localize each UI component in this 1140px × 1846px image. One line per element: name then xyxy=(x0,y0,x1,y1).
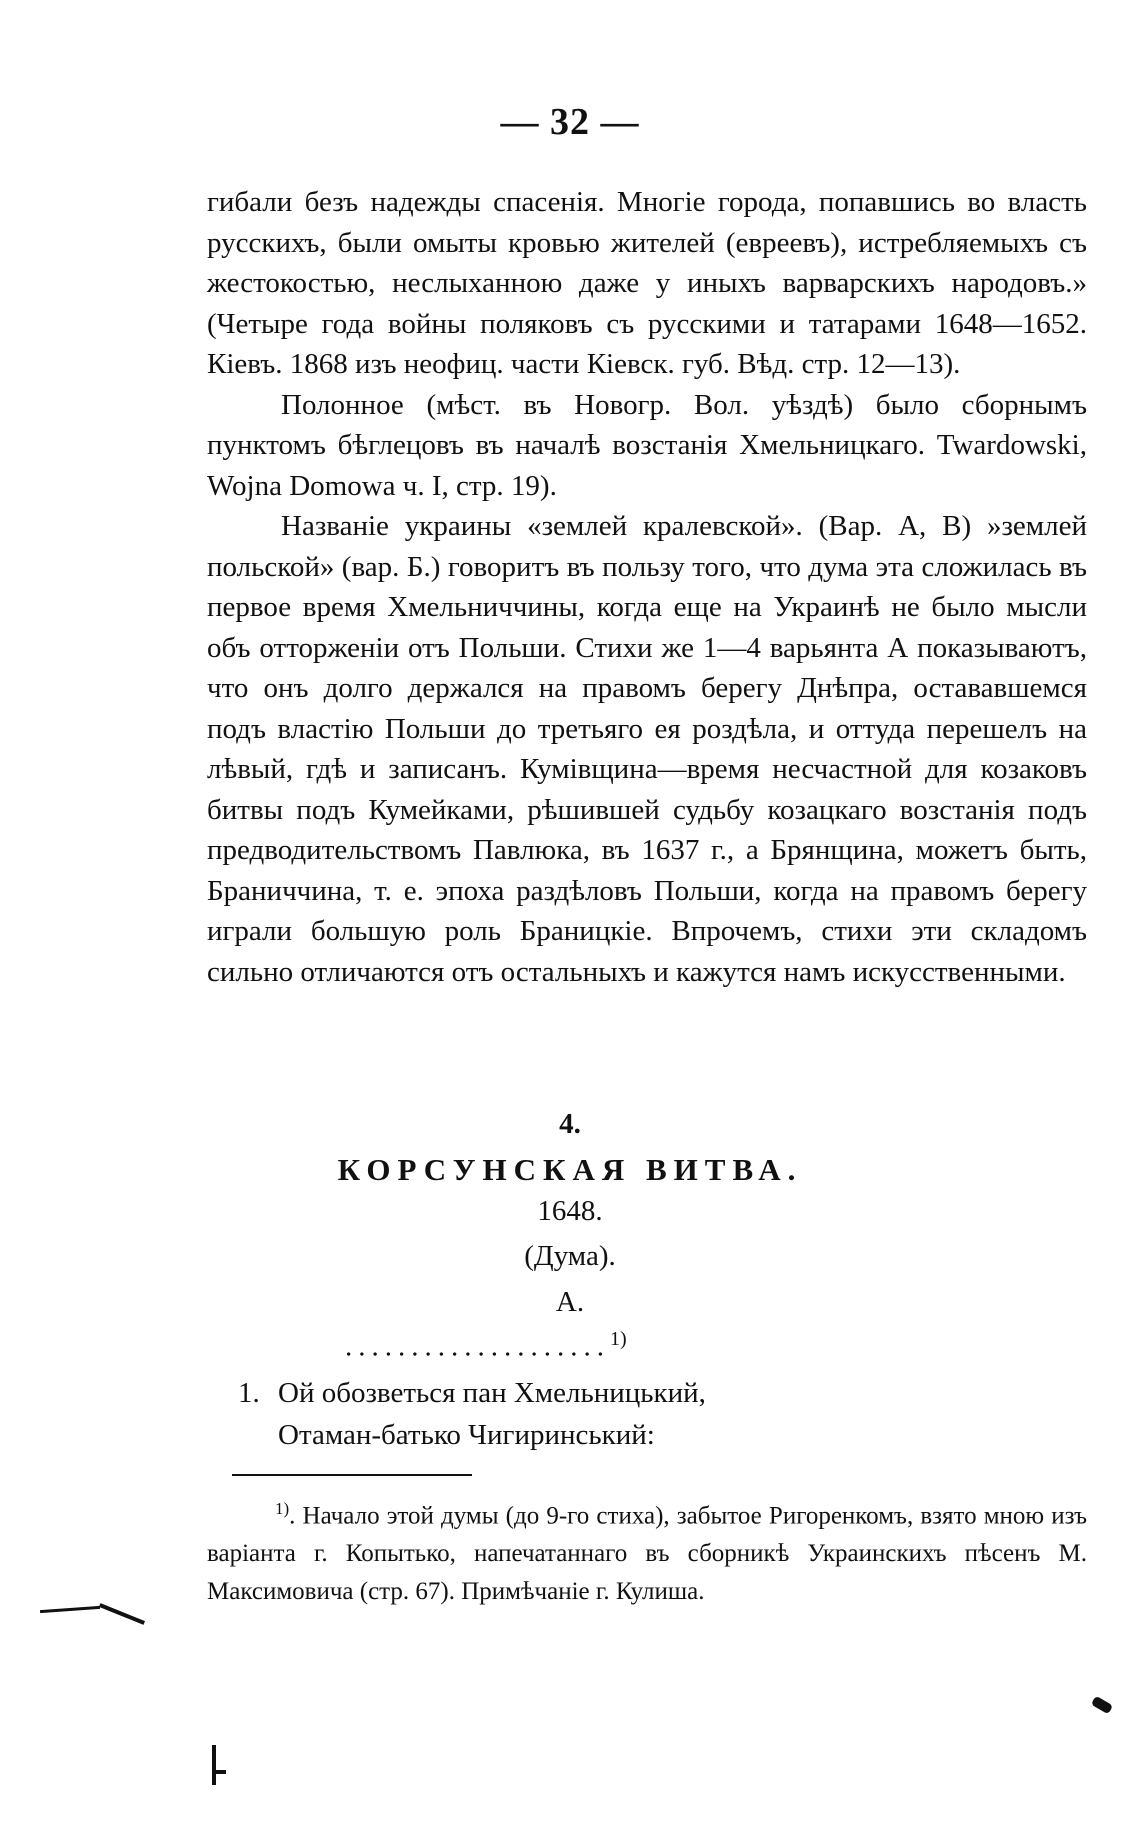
ink-speck xyxy=(216,1770,226,1774)
section-title: КОРСУНСКАЯ ВИТВА. xyxy=(337,1152,803,1187)
dots-leader: .................... xyxy=(345,1330,610,1363)
section-number: 4. xyxy=(559,1108,581,1140)
footnote-reference: 1) xyxy=(610,1328,627,1350)
paragraph-ukraine-name: Названіе украины «землей кралевской». (Вар. А, В) »землей польской» (вар. Б.) говоритъ въ пользу того, что дума эта сложилась въ первое время Хмельниччины, когда еще на Украинѣ не было мысли объ отторженіи отъ Польши. Стихи же 1—4 варьянта А показываютъ, что онъ долго держался на правомъ берегу Днѣпра, остававшемся подъ властію Польши до третьяго ея роздѣла, и оттуда перешелъ на лѣвый, гдѣ и записанъ. Кумівщина—время несчастной для козаковъ битвы подъ Кумейками, рѣшившей судьбу козацкаго возстанія подъ предводительствомъ Павлюка, въ 1637 г., а Брянщина, можетъ быть, Браниччина, т. е. эпоха раздѣловъ Польши, когда на правомъ берегу играли большую роль Браницкіе. Впрочемъ, стихи эти складомъ сильно отличаются отъ остальныхъ и кажутся намъ искусственными. xyxy=(207,510,1087,988)
footnote-marker: 1) xyxy=(275,1499,290,1518)
verse-line-1 xyxy=(238,1372,706,1414)
section-genre: (Дума). xyxy=(524,1240,616,1272)
verse-line-2: Отаман-батько Чигиринський: xyxy=(278,1419,655,1451)
main-text xyxy=(207,182,1087,992)
verse-block xyxy=(238,1372,706,1456)
footnote xyxy=(207,1490,1087,1611)
section-variant: А. xyxy=(555,1286,585,1318)
page-number: — 32 — xyxy=(500,101,640,143)
ink-speck xyxy=(1091,1696,1113,1715)
paragraph-polonnoe: Полонное (мѣст. въ Новогр. Вол. уѣздѣ) было сборнымъ пунктомъ бѣглецовъ въ началѣ возстанія Хмельницкаго. Twardowski, Wojna Domowa ч. I, стр. 19). xyxy=(207,388,1087,502)
ink-speck xyxy=(40,1606,100,1613)
verse-line-number: 1. xyxy=(238,1377,260,1409)
omitted-lines xyxy=(345,1328,627,1364)
ink-speck xyxy=(99,1603,145,1625)
footnote-divider xyxy=(232,1474,472,1476)
footnote-text: . Начало этой думы (до 9-го стиха), забытое Ригоренкомъ, взято мною изъ варіанта г. Копытько, напечатаннаго въ сборникѣ Украинскихъ пѣсенъ М. Максимовича (стр. 67). Примѣчаніе г. Кулиша. xyxy=(207,1502,1087,1606)
ink-speck xyxy=(212,1745,216,1785)
paragraph-continuation: гибали безъ надежды спасенія. Многіе города, попавшись во власть русскихъ, были омыты кровью жителей (евреевъ), истребляемыхъ съ жестокостью, неслыханною даже у иныхъ варварскихъ народовъ.» (Четыре года войны поляковъ съ русскими и татарами 1648—1652. Кіевъ. 1868 изъ неофиц. части Кіевск. губ. Вѣд. стр. 12—13). xyxy=(207,186,1087,380)
section-year: 1648. xyxy=(537,1195,603,1227)
verse-line-1-text: Ой обозветься пан Хмельницький, xyxy=(278,1377,706,1409)
